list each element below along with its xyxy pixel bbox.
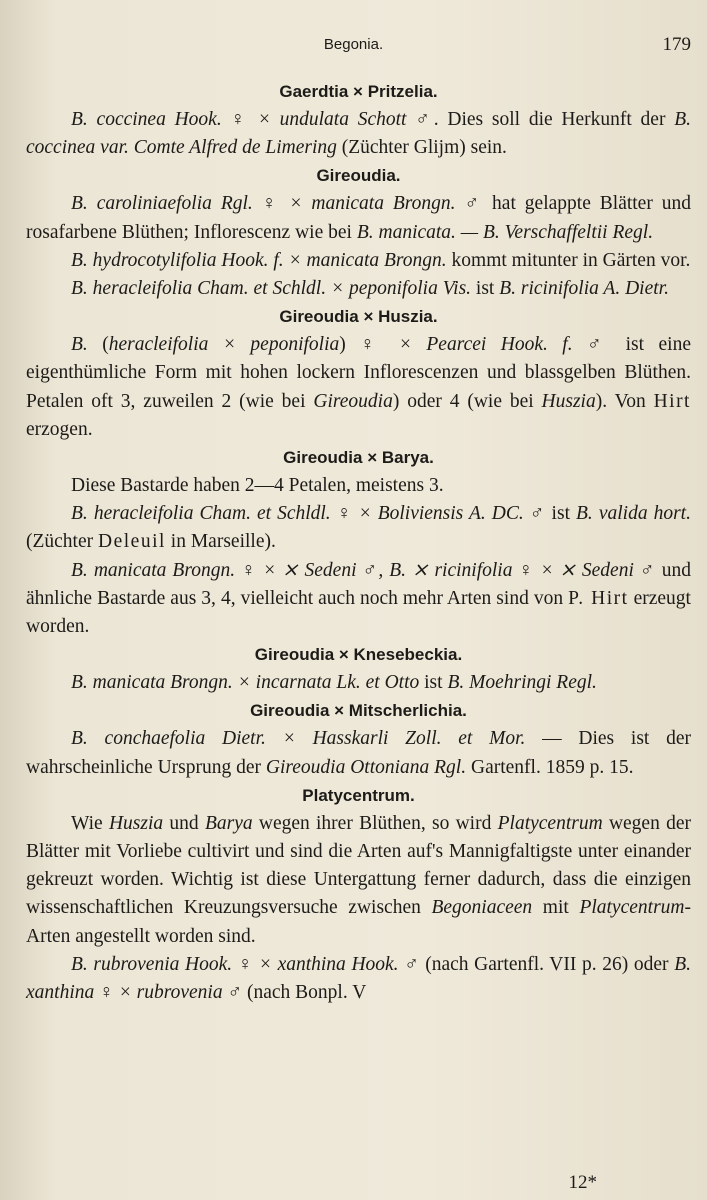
text-run: ). Von: [595, 390, 654, 412]
page-number: 179: [662, 34, 691, 55]
text-run: -Arten angestellt worden sind.: [26, 897, 691, 947]
text-run: Diese Bastarde haben 2—4 Petalen, meistens 3.: [71, 475, 444, 497]
italic-run: Platycentrum: [497, 812, 603, 834]
italic-run: Gireoudia Ottoniana Rgl.: [265, 756, 467, 778]
paragraph: [26, 725, 691, 781]
text-run: erzeugt worden.: [26, 587, 691, 638]
text-run: (nach Bonpl. V: [242, 982, 367, 1004]
page-header: [0, 34, 707, 56]
italic-run: B. coccinea Hook. ♀ × undulata Schott ♂: [71, 109, 434, 130]
text-run: ist eine eigenthümliche Form mit hohen lockern Inflorescenzen und blassgelben Blüthen. Petalen oft 3, zuweilen 2 (wie bei: [26, 334, 691, 412]
text-run: Deleuil: [98, 531, 166, 553]
italic-run: Gireoudia: [313, 390, 393, 412]
text-run: — Dies ist der wahrscheinliche Ursprung der: [26, 728, 691, 778]
italic-run: B. manicata Brongn. ♀ × ⨯ Sedeni ♂, B. ⨯ ricinifolia ♀ × ⨯ Sedeni ♂: [71, 559, 656, 581]
italic-run: B. heracleifolia Cham. et Schldl. × peponifolia Vis.: [71, 278, 472, 300]
text-run: erzogen.: [26, 418, 93, 440]
paragraph: [26, 331, 691, 444]
paragraph: [26, 106, 691, 162]
text-run: (Züchter: [26, 531, 99, 553]
italic-run: Begoniaceen: [431, 897, 533, 919]
italic-run: B. rubrovenia Hook. ♀ × xanthina Hook. ♂: [71, 953, 420, 975]
text-run: ist: [545, 503, 577, 525]
italic-run: B. valida hort.: [576, 503, 691, 525]
section-heading: Gireoudia × Huszia.: [279, 307, 438, 327]
text-run: mit: [532, 897, 580, 919]
paragraph: [26, 275, 691, 303]
text-run: Wie: [71, 812, 109, 834]
text-run: hat gelappte Blätter und rosafarbene Blüthen; Inflorescenz wie bei: [26, 193, 692, 243]
text-run: wegen der Blätter mit Vorliebe cultivirt und sind die Arten auf's Mannigfaltigste unter einander gekreuzt worden. Wichtig ist diese Untergattung ferner dadurch, dass die einzigen wissenschaftlichen Kreuzungsversuche zwischen: [26, 812, 691, 919]
paragraph: [26, 669, 691, 697]
running-title: Begonia.: [323, 36, 384, 53]
paragraph: [26, 247, 691, 275]
paragraph: [26, 951, 691, 1007]
italic-run: B. hydrocotylifolia Hook. f. × manicata Brongn.: [71, 249, 447, 271]
paragraph: [26, 472, 691, 500]
text-run: ): [339, 334, 361, 356]
italic-run: B. manicata Brongn. × incarnata Lk. et Otto: [71, 672, 420, 694]
text-run: (: [87, 334, 109, 356]
italic-run: heracleifolia × peponifolia: [108, 334, 340, 356]
italic-run: B. manicata. — B. Verschaffeltii Regl.: [356, 221, 654, 243]
italic-run: B. conchaefolia Dietr. × Hasskarli Zoll. et Mor.: [71, 728, 526, 750]
italic-run: ♀ × Pearcei Hook. f. ♂: [360, 334, 612, 356]
paragraph: [26, 500, 691, 556]
italic-run: B. ricinifolia A. Dietr.: [499, 278, 669, 300]
italic-run: B. caroliniaefolia Rgl. ♀ × manicata Brongn. ♂: [71, 193, 484, 215]
text-run: Hirt: [653, 390, 691, 412]
italic-run: B. Moehringi Regl.: [447, 672, 597, 694]
italic-run: Platycentrum: [579, 897, 685, 919]
text-run: (nach Gartenfl. VII p. 26) oder: [419, 953, 675, 975]
page-body: [26, 78, 691, 1007]
paragraph: [26, 557, 691, 642]
text-run: P. Hirt: [568, 587, 629, 609]
text-run: (Züchter Glijm) sein.: [336, 137, 507, 159]
section-heading: Gireoudia × Mitscherlichia.: [250, 701, 467, 721]
paragraph: [26, 190, 691, 246]
text-run: kommt mitunter in Gärten vor.: [446, 249, 691, 271]
text-run: ist: [471, 278, 500, 300]
text-run: Gartenfl. 1859 p. 15.: [466, 756, 634, 778]
section-heading: Gireoudia × Knesebeckia.: [254, 645, 463, 665]
text-run: und: [163, 812, 205, 834]
paragraph: [26, 810, 691, 951]
italic-run: B. heracleifolia Cham. et Schldl. ♀ × Boliviensis A. DC. ♂: [71, 503, 546, 525]
text-run: ) oder 4 (wie bei: [392, 390, 542, 412]
text-run: . Dies soll die Herkunft der: [433, 109, 675, 130]
italic-run: B. coccinea var. Comte Alfred de Limering: [26, 109, 691, 159]
text-run: wegen ihrer Blüthen, so wird: [252, 812, 498, 834]
text-run: in Marseille).: [165, 531, 276, 553]
signature-mark: 12*: [568, 1172, 597, 1193]
text-run: und ähnliche Bastarde aus 3, 4, vielleicht auch noch mehr Arten sind von: [26, 559, 692, 609]
italic-run: Huszia: [541, 390, 596, 412]
italic-run: B. xanthina ♀ × rubrovenia ♂: [26, 953, 691, 1004]
section-heading: Gireoudia.: [316, 166, 401, 186]
italic-run: Barya: [204, 812, 253, 834]
italic-run: B.: [71, 334, 88, 356]
text-run: ist: [419, 672, 448, 694]
section-heading: Gaerdtia × Pritzelia.: [279, 82, 438, 101]
section-heading: Platycentrum.: [302, 785, 415, 805]
section-heading: Gireoudia × Barya.: [283, 448, 434, 468]
italic-run: Huszia: [108, 812, 164, 834]
